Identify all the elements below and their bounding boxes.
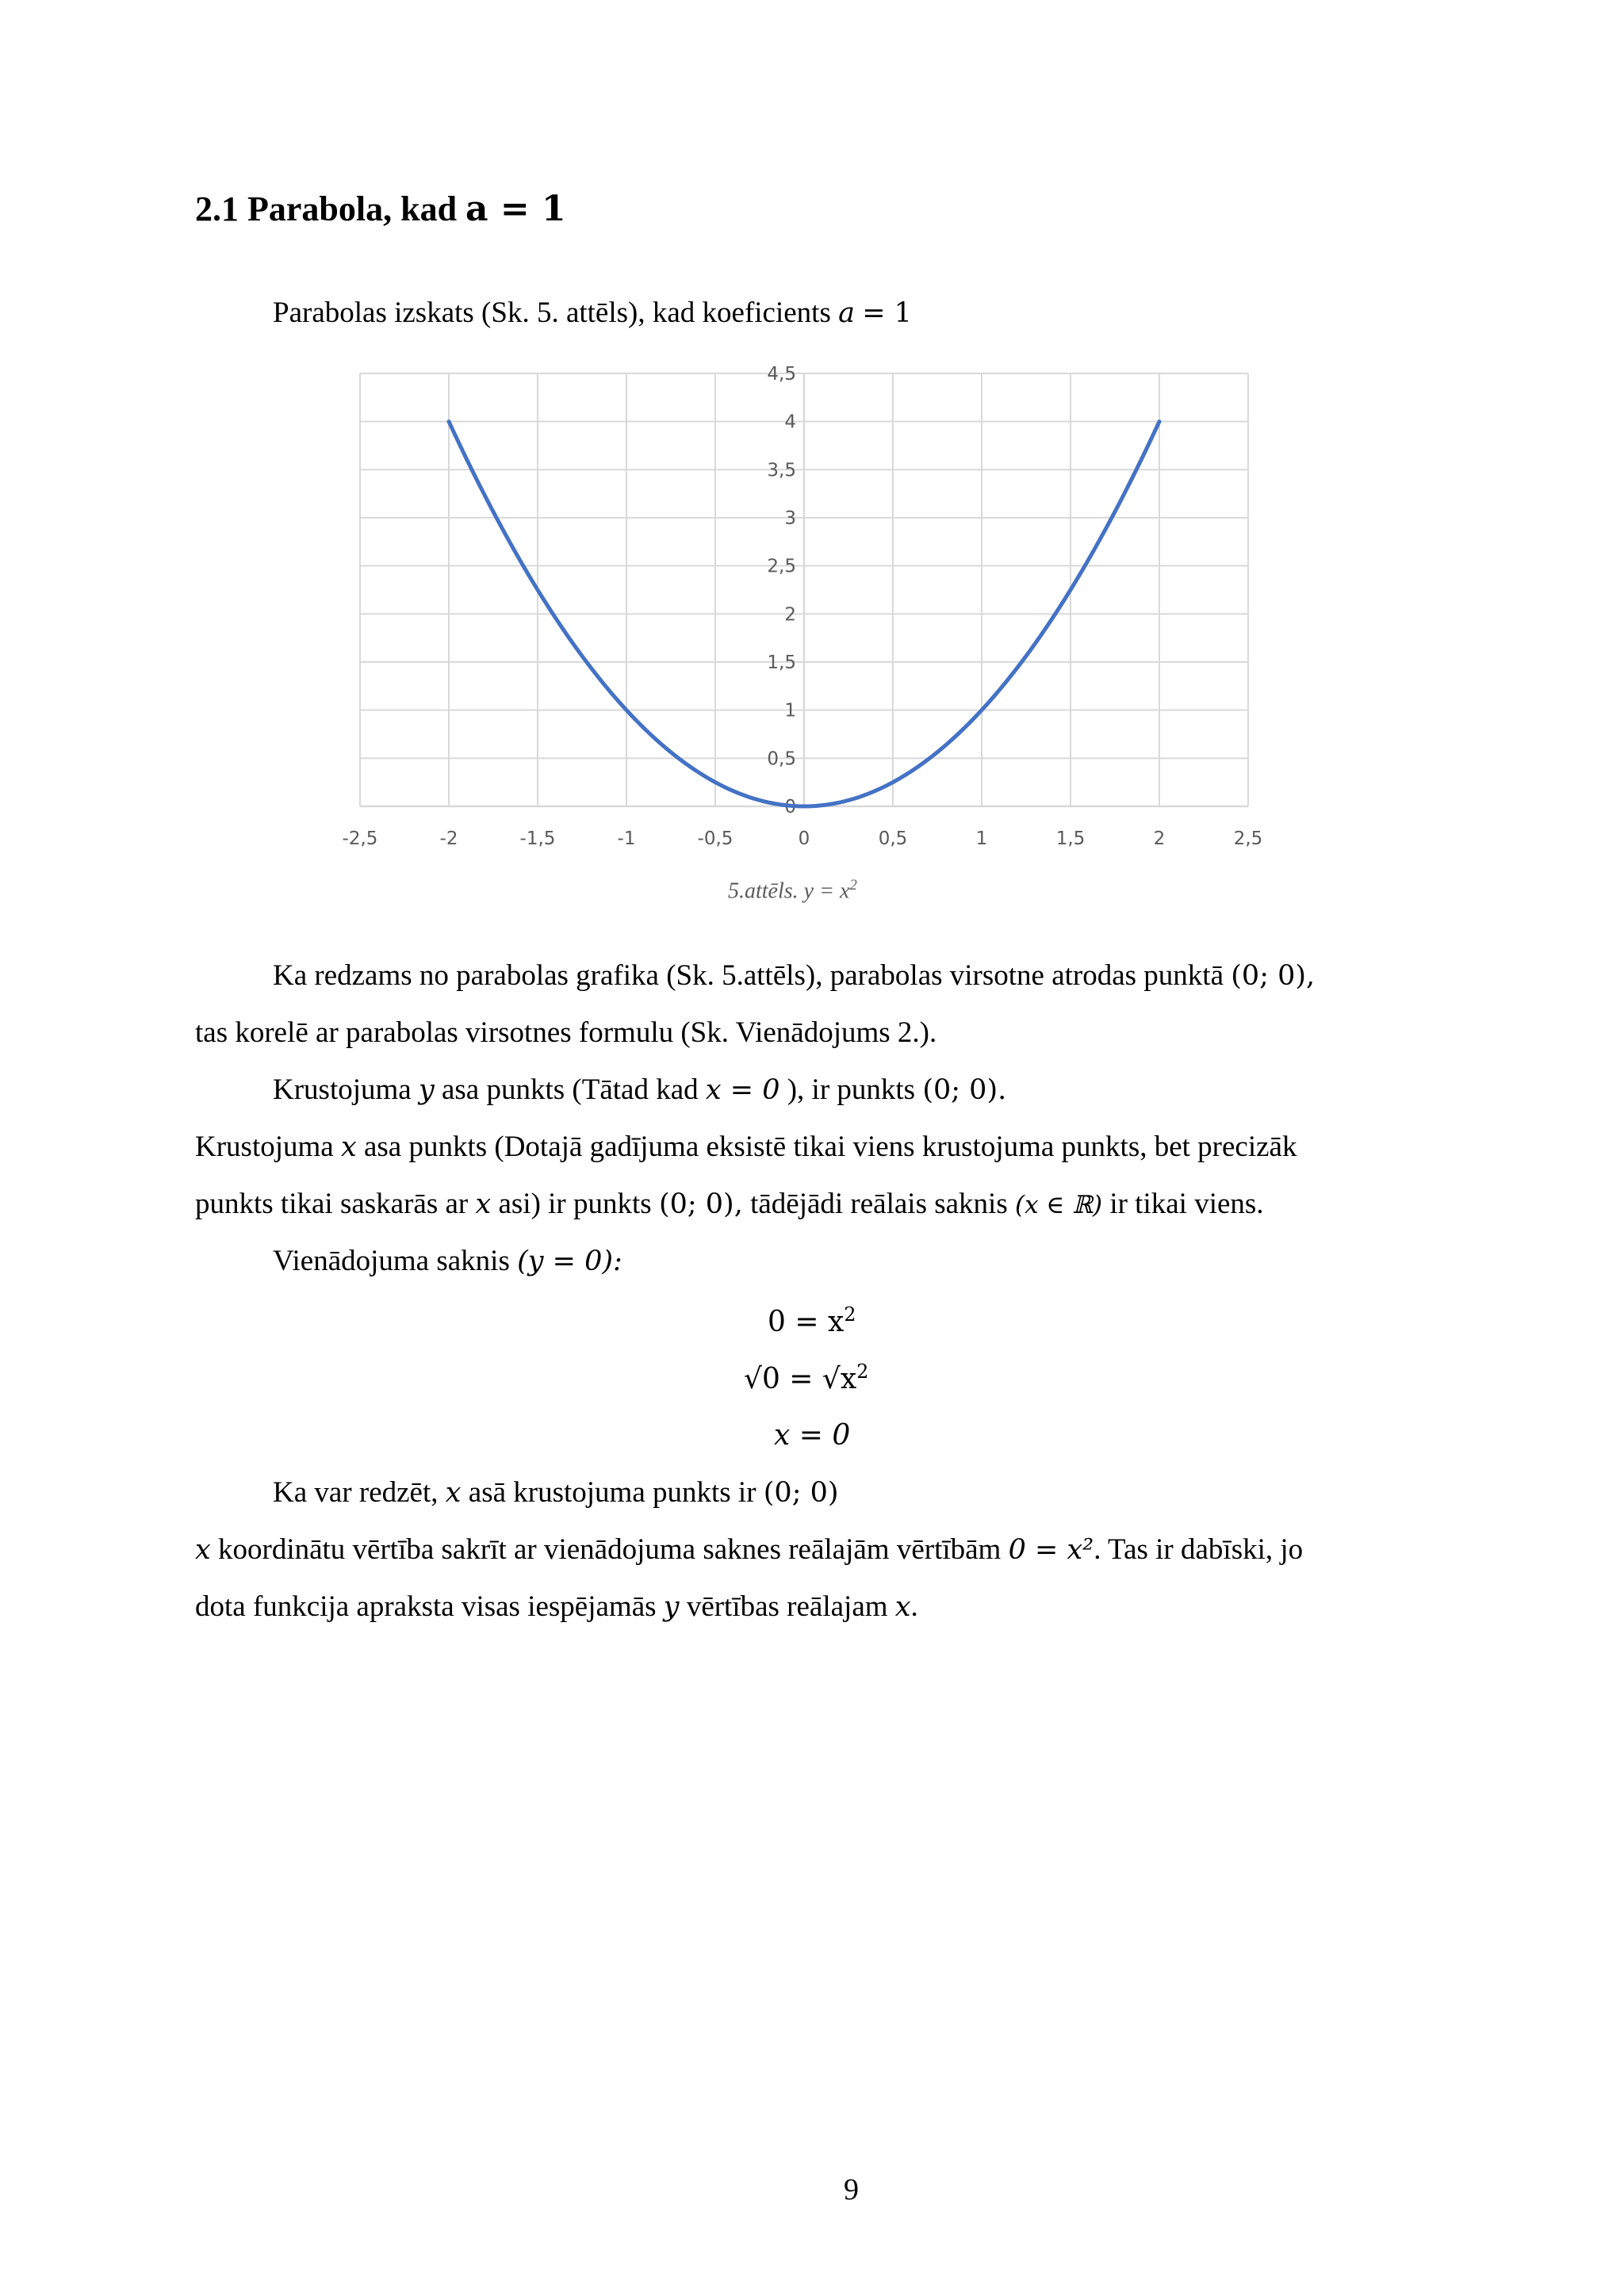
- p1-point: (0; 0),: [1231, 960, 1316, 992]
- y-tick-label-6: 3: [784, 508, 796, 529]
- c3-var: y: [663, 1591, 680, 1623]
- p3-line2-b: asi) ir punkts: [498, 1188, 652, 1220]
- c1-var: x: [445, 1477, 462, 1509]
- x-tick-label-10: 2,5: [1233, 828, 1263, 849]
- y-tick-label-7: 3,5: [767, 460, 796, 481]
- p3-line2-var: x: [475, 1188, 492, 1220]
- p2-math: x = 0: [705, 1074, 780, 1106]
- equation-3-text: x = 0: [774, 1419, 851, 1452]
- p3-text-b: asa punkts (Dotajā gadījuma eksistē tikai viens krustojuma punkts, bet precizāk: [363, 1131, 1297, 1163]
- paragraph-1-line-1: [273, 961, 1315, 990]
- paragraph-3-line-1: [195, 1132, 1297, 1161]
- p2-text-c: ), ir punkts: [787, 1073, 916, 1106]
- equation-3: [774, 1419, 850, 1452]
- x-tick-label-3: -1: [617, 828, 636, 849]
- x-tick-label-9: 2: [1153, 828, 1166, 849]
- x-tick-label-5: 0: [798, 828, 810, 849]
- p3-var: x: [340, 1131, 357, 1163]
- paragraph-3-line-2: [195, 1189, 1264, 1219]
- intro-text: Parabolas izskats (Sk. 5. attēls), kad koeficients: [273, 297, 831, 329]
- paragraph-1-line-2: [195, 1018, 936, 1047]
- x-tick-label-4: -0,5: [697, 828, 733, 849]
- closing-line-1: [273, 1478, 839, 1507]
- y-tick-label-4: 2: [784, 604, 796, 626]
- x-tick-label-1: -2: [439, 828, 458, 849]
- y-tick-label-8: 4: [784, 411, 796, 433]
- data-point-4: [802, 805, 806, 808]
- c3-text-a: dota funkcija apraksta visas iespējamās: [195, 1590, 657, 1623]
- equation-1-text: 0 = x: [768, 1306, 845, 1338]
- closing-line-3: [195, 1592, 918, 1621]
- parabola-chart: [333, 353, 1285, 876]
- closing-line-2: [195, 1535, 1303, 1564]
- p3-line2-c: tādējādi reālais saknis: [750, 1188, 1008, 1220]
- y-tick-label-3: 1,5: [767, 652, 796, 673]
- c2-math: 0 = x²: [1008, 1534, 1094, 1566]
- x-tick-label-6: 0,5: [878, 828, 908, 849]
- x-tick-label-0: -2,5: [342, 828, 378, 849]
- c1-text-a: Ka var redzēt,: [273, 1476, 439, 1509]
- c2-var: x: [195, 1534, 211, 1566]
- section-heading: [195, 189, 566, 229]
- x-tick-label-2: -1,5: [519, 828, 556, 849]
- data-point-3: [714, 781, 717, 784]
- c1-text-b: asā krustojuma punkts ir: [468, 1476, 756, 1509]
- intro-paragraph: [273, 298, 912, 327]
- section-title: Parabola, kad: [247, 189, 458, 228]
- p4-text: Vienādojuma saknis: [273, 1245, 510, 1277]
- c3-var2: x: [894, 1591, 911, 1623]
- section-number: 2.1: [195, 189, 239, 228]
- intro-math-var: a: [838, 297, 855, 329]
- y-tick-label-9: 4,5: [767, 364, 796, 385]
- data-point-2: [625, 709, 628, 712]
- c1-point: (0; 0): [763, 1477, 839, 1509]
- y-tick-label-2: 1: [784, 700, 796, 721]
- data-point-6: [980, 709, 983, 712]
- c3-end: .: [910, 1590, 918, 1623]
- data-point-7: [1069, 588, 1072, 591]
- c2-text-b: . Tas ir dabīski, jo: [1094, 1533, 1304, 1566]
- c2-text-a: koordinātu vērtība sakrīt ar vienādojuma saknes reālajām vērtībām: [218, 1533, 1002, 1566]
- data-point-1: [536, 588, 539, 591]
- equation-1-sup: 2: [844, 1303, 856, 1326]
- figure-caption: [728, 877, 857, 904]
- caption-text: 5.attēls. y = x: [728, 878, 850, 904]
- p3-line2-a: punkts tikai saskarās ar: [195, 1188, 469, 1220]
- y-tick-label-0: 0: [784, 797, 796, 817]
- p3-line2-d: ir tikai viens.: [1109, 1188, 1264, 1220]
- c3-text-b: vērtības reālajam: [686, 1590, 888, 1623]
- equation-2-text: √0 = √x: [744, 1363, 857, 1395]
- p2-point: (0; 0).: [922, 1074, 1007, 1106]
- data-point-8: [1158, 420, 1161, 423]
- section-title-math: a = 1: [465, 189, 566, 229]
- p2-text-b: asa punkts (Tātad kad: [441, 1073, 699, 1106]
- p2-var: y: [418, 1074, 435, 1106]
- equation-2: [744, 1360, 868, 1395]
- p3-line2-set: (x ∈ ℝ): [1014, 1191, 1103, 1219]
- page-number: 9: [844, 2173, 859, 2206]
- data-point-0: [447, 420, 450, 423]
- p1-line2-text: tas korelē ar parabolas virsotnes formulu (Sk. Vienādojums 2.).: [195, 1016, 937, 1049]
- paragraph-4: [273, 1246, 622, 1276]
- x-tick-label-8: 1,5: [1055, 828, 1086, 849]
- equation-2-sup: 2: [856, 1360, 869, 1383]
- p3-text-a: Krustojuma: [195, 1131, 334, 1163]
- paragraph-2: [273, 1075, 1006, 1104]
- y-tick-label-5: 2,5: [767, 556, 796, 577]
- equation-1: [768, 1303, 856, 1338]
- data-point-5: [891, 781, 894, 784]
- caption-sup: 2: [849, 877, 857, 894]
- p3-line2-point: (0; 0),: [658, 1188, 743, 1220]
- p2-text-a: Krustojuma: [273, 1073, 412, 1106]
- y-tick-label-1: 0,5: [767, 748, 796, 770]
- p1-text: Ka redzams no parabolas grafika (Sk. 5.attēls), parabolas virsotne atrodas punktā: [273, 959, 1224, 992]
- intro-math-rest: = 1: [862, 297, 912, 329]
- p4-math: (y = 0):: [517, 1246, 622, 1277]
- x-tick-label-7: 1: [975, 828, 988, 849]
